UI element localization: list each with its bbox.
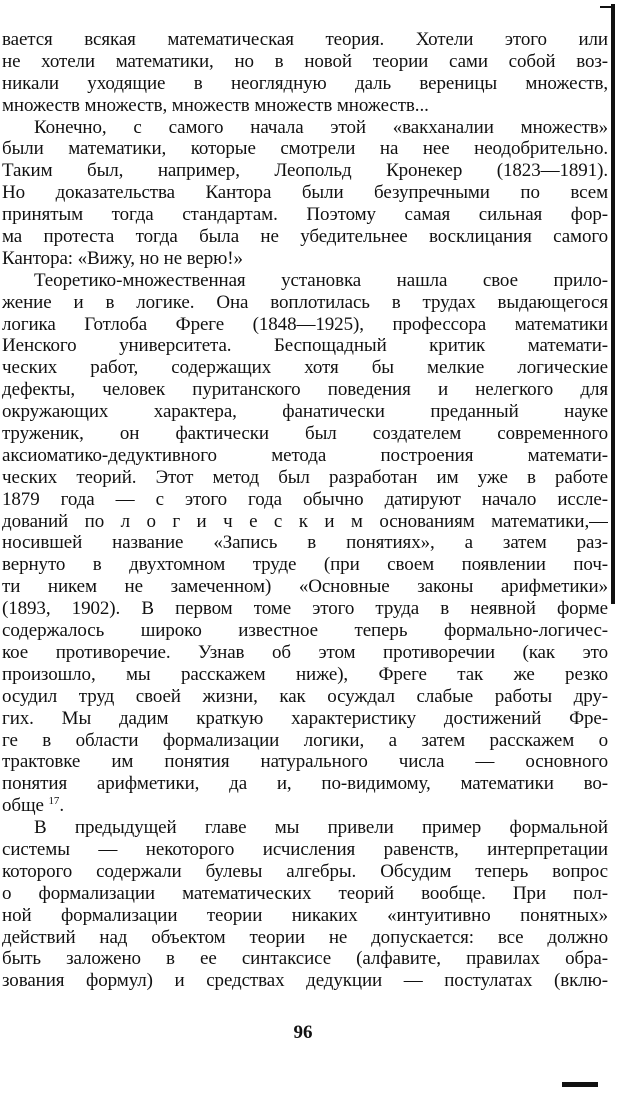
text-line: системы — некоторого исчисления равенств, интерпретации (2, 838, 608, 860)
text-line: быть заложено в ее синтаксисе (алфавите, правилах обра- (2, 948, 608, 970)
text-line (2, 795, 608, 817)
text-line: действий над объектом теории не допускается: все должно (2, 926, 608, 948)
footnote-marker[interactable]: 17 (48, 795, 60, 808)
text-line: 1879 года — с этого года обычно датируют начало иссле- (2, 488, 608, 510)
text-line: Иенского университета. Беспощадный критик математи- (2, 335, 608, 357)
text-line: трактовке им понятия натурального числа — основного (2, 751, 608, 773)
text-line: дований по л о г и ч е с к и м основаниям математики,— (2, 510, 608, 532)
text-line: аксиоматико-дедуктивного метода построения математи- (2, 444, 608, 466)
text-line: гих. Мы дадим краткую характеристику достижений Фре- (2, 707, 608, 729)
text-line: о формализации математических теорий вообще. При пол- (2, 882, 608, 904)
page-number: 96 (293, 1022, 313, 1043)
text-line: Но доказательства Кантора были безупречными по всем (2, 182, 608, 204)
text-line: ма протеста тогда была не убедительнее восклицания самого (2, 226, 608, 248)
bottom-edge-mark (562, 1082, 598, 1087)
text-line: ческих теорий. Этот метод был разработан им уже в работе (2, 466, 608, 488)
text-line: дефекты, человек пуританского поведения и нелегкого для (2, 379, 608, 401)
paragraph-4 (2, 817, 608, 992)
text-line: содержалось широко известное теперь формально-логичес- (2, 620, 608, 642)
text-line: ге в области формализации логики, а затем расскажем о (2, 729, 608, 751)
sentence-end: . (59, 795, 64, 817)
text-line: Кантора: «Вижу, но не верю!» (2, 247, 243, 269)
text-line: ти никем не замеченном) «Основные законы арифметики» (2, 576, 608, 598)
text-line: В предыдущей главе мы привели пример формальной (34, 817, 608, 839)
text-line: Конечно, с самого начала этой «вакханалии множеств» (34, 116, 608, 138)
text-line: окружающих характера, фанатически преданный науке (2, 401, 608, 423)
text-line-content: обще (2, 795, 44, 817)
text-line: понятия арифметики, да и, по-видимому, математики во- (2, 773, 608, 795)
margin-rule (611, 4, 615, 604)
text-line: которого содержали булевы алгебры. Обсудим теперь вопрос (2, 860, 608, 882)
text-line: зования формул) и средствах дедукции — постулатах (вклю- (2, 970, 608, 992)
paragraph-3 (2, 270, 608, 817)
text-line: произошло, мы расскажем ниже), Фреге так же резко (2, 663, 608, 685)
text-line: Таким был, например, Леопольд Кронекер (1823—1891). (2, 160, 608, 182)
paragraph-1 (2, 29, 608, 117)
text-line: вернуто в двухтомном труде (при своем появлении поч- (2, 554, 608, 576)
text-line: жение и в логике. Она воплотилась в трудах выдающегося (2, 291, 608, 313)
text-line: ческих работ, содержащих хотя бы мелкие логические (2, 357, 608, 379)
text-line: множеств множеств, множеств множеств множеств... (2, 94, 429, 116)
paragraph-2 (2, 117, 608, 270)
text-line: вается всякая математическая теория. Хотели этого или (2, 29, 608, 50)
text-line: носившей название «Запись в понятиях», а затем раз- (2, 532, 608, 554)
text-line: ной формализации теории никаких «интуитивно понятных» (2, 904, 608, 926)
text-line: логика Готлоба Фреге (1848—1925), профессора математики (2, 313, 608, 335)
text-line: принятым тогда стандартам. Поэтому самая сильная фор- (2, 204, 608, 226)
text-line: не хотели математики, но в новой теории сами собой воз- (2, 50, 608, 72)
text-line: никали уходящие в неоглядную даль вереницы множеств, (2, 72, 608, 94)
text-line: осудил труд своей жизни, как осуждал слабые работы дру- (2, 685, 608, 707)
text-line: (1893, 1902). В первом томе этого труда в неявной форме (2, 598, 608, 620)
page-text (2, 29, 608, 992)
text-line: кое противоречие. Узнав об этом противоречии (как это (2, 641, 608, 663)
text-line: труженик, он фактически был создателем современного (2, 423, 608, 445)
text-line: Теоретико-множественная установка нашла свое прило- (34, 269, 608, 291)
text-line: были математики, которые смотрели на нее неодобрительно. (2, 138, 608, 160)
